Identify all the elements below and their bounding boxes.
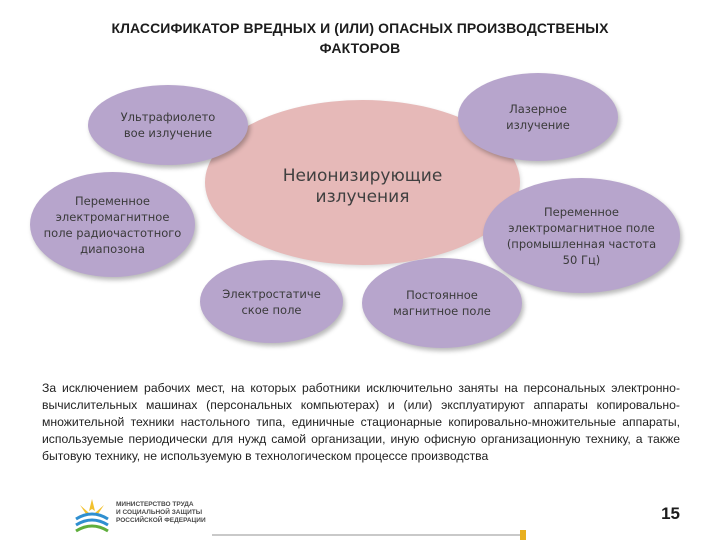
footer-accent-mark	[520, 530, 526, 540]
title-line-1: КЛАССИФИКАТОР ВРЕДНЫХ И (ИЛИ) ОПАСНЫХ ПРОИЗВОДСТВЕНЫХ	[111, 20, 609, 36]
node-uv-line-2: вое излучение	[123, 126, 213, 140]
node-uv-radiation	[88, 85, 248, 165]
node-rf-field	[30, 172, 195, 277]
node-center-line-1: Неионизирующие	[282, 166, 443, 186]
node-constant-magnetic-field	[362, 258, 522, 348]
ministry-line-3: РОССИЙСКОЙ ФЕДЕРАЦИИ	[116, 517, 206, 524]
node-center-line-2: излучения	[315, 187, 410, 207]
ministry-line-1: МИНИСТЕРСТВО ТРУДА	[116, 501, 194, 508]
node-es-line-2: ское поле	[241, 302, 302, 317]
node-ind-line-1: Переменное	[543, 204, 619, 219]
node-rf-line-4: диапозона	[80, 241, 145, 256]
exception-paragraph: За исключением рабочих мест, на которых работники исключительно заняты на персональных электронно-вычислительных машинах (персональных компьютерах) и (или) эксплуатируют аппараты копировально-множительной техники настольного типа, единичные стационарные копировально-множительные аппараты, используемые периодически для нужд самой организации, иную офисную организационную технику, а также бытовую технику, не используемую в технологическом процессе производства	[42, 381, 680, 463]
page-title	[40, 18, 680, 58]
node-laser-line-1: Лазерное	[509, 102, 567, 116]
node-laser-line-2: излучение	[506, 118, 570, 132]
node-rf-line-3: поле радиочастотного	[43, 225, 182, 240]
node-rf-line-1: Переменное	[75, 193, 150, 208]
node-cm-line-2: магнитное поле	[393, 304, 491, 318]
footer-divider	[212, 534, 520, 536]
ministry-line-2: И СОЦИАЛЬНОЙ ЗАЩИТЫ	[116, 509, 203, 516]
title-line-2: ФАКТОРОВ	[319, 40, 401, 56]
ministry-logo-icon	[72, 497, 112, 537]
node-laser-radiation	[458, 73, 618, 161]
ministry-name	[116, 501, 226, 525]
node-rf-line-2: электромагнитное	[55, 209, 170, 224]
node-electrostatic-field	[200, 260, 343, 343]
node-ind-line-2: электромагнитное поле	[508, 220, 655, 235]
node-cm-line-1: Постоянное	[406, 288, 478, 302]
page-number: 15	[661, 504, 680, 523]
node-uv-line-1: Ультрафиолето	[120, 110, 216, 124]
node-es-line-1: Электростатиче	[222, 286, 321, 301]
node-ind-line-4: 50 Гц)	[562, 252, 601, 267]
node-ind-line-3: (промышленная частота	[506, 236, 657, 251]
node-industrial-frequency-field	[483, 178, 680, 293]
